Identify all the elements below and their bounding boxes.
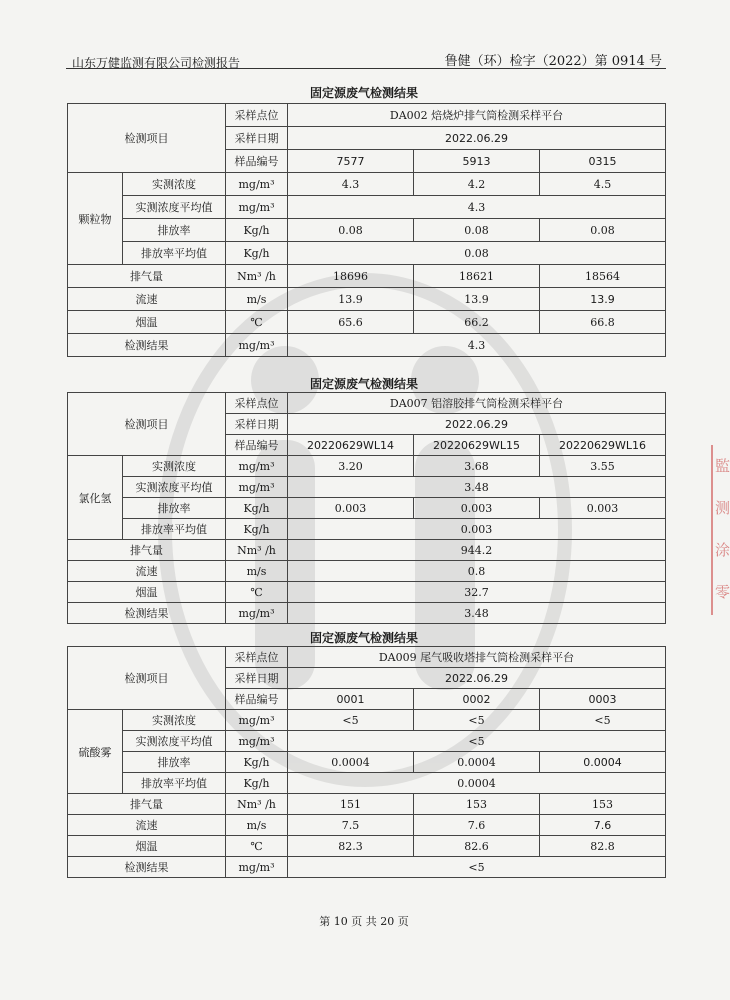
value-cell: 0.003 — [288, 519, 666, 540]
value-cell: 0.8 — [288, 561, 666, 582]
value-cell: 18696 — [288, 265, 414, 288]
value-cell: 3.55 — [540, 456, 666, 477]
emission-rate-label: 排放率 — [123, 498, 226, 519]
measured-conc-label: 实测浓度 — [123, 173, 226, 196]
value-cell: 18564 — [540, 265, 666, 288]
unit: Kg/h — [226, 519, 288, 540]
table-hydrogen-chloride — [67, 392, 666, 624]
result-value: 3.48 — [288, 603, 666, 624]
value-cell: 0.003 — [288, 498, 414, 519]
unit: ℃ — [226, 582, 288, 603]
value-cell: 18621 — [414, 265, 540, 288]
measured-conc-label: 实测浓度 — [123, 710, 226, 731]
unit: m/s — [226, 815, 288, 836]
table-particulate — [67, 103, 666, 357]
exhaust-volume-label: 排气量 — [68, 794, 226, 815]
item-label: 检测项目 — [68, 104, 226, 173]
unit: Nm³ /h — [226, 540, 288, 561]
sample-point-label: 采样点位 — [226, 647, 288, 668]
pollutant-name: 氯化氢 — [68, 456, 123, 540]
table2-title: 固定源废气检测结果 — [309, 377, 418, 391]
unit: mg/m³ — [226, 477, 288, 498]
flow-speed-label: 流速 — [68, 815, 226, 836]
pollutant-name: 硫酸雾 — [68, 710, 123, 794]
unit: m/s — [226, 561, 288, 582]
value-cell: 4.3 — [288, 196, 666, 219]
value-cell: 13.9 — [288, 288, 414, 311]
sample-point: DA002 焙烧炉排气筒检测采样平台 — [288, 104, 666, 127]
value-cell: 0.08 — [414, 219, 540, 242]
value-cell: 0.003 — [414, 498, 540, 519]
unit: Kg/h — [226, 242, 288, 265]
unit: mg/m³ — [226, 603, 288, 624]
value-cell: 944.2 — [288, 540, 666, 561]
value-cell: 153 — [414, 794, 540, 815]
value-cell: 66.8 — [540, 311, 666, 334]
sample-date: 2022.06.29 — [288, 668, 666, 689]
sample-no: 20220629WL15 — [414, 435, 540, 456]
unit: Kg/h — [226, 498, 288, 519]
value-cell: 4.5 — [540, 173, 666, 196]
value-cell: 66.2 — [414, 311, 540, 334]
pollutant-name: 颗粒物 — [68, 173, 123, 265]
flow-speed-label: 流速 — [68, 561, 226, 582]
value-cell: 7.5 — [288, 815, 414, 836]
table-sulfuric-acid-mist — [67, 646, 666, 878]
value-cell: 151 — [288, 794, 414, 815]
emission-rate-label: 排放率 — [123, 219, 226, 242]
value-cell: 7.6 — [540, 815, 666, 836]
value-cell: 4.2 — [414, 173, 540, 196]
sample-no: 0001 — [288, 689, 414, 710]
sample-point: DA007 铝溶胶排气筒检测采样平台 — [288, 393, 666, 414]
value-cell: 82.8 — [540, 836, 666, 857]
page-footer: 第 10 页 共 20 页 — [319, 915, 409, 928]
unit: mg/m³ — [226, 710, 288, 731]
value-cell: 3.20 — [288, 456, 414, 477]
value-cell: <5 — [414, 710, 540, 731]
sample-point-label: 采样点位 — [226, 393, 288, 414]
sample-date: 2022.06.29 — [288, 414, 666, 435]
value-cell: 32.7 — [288, 582, 666, 603]
value-cell: 82.6 — [414, 836, 540, 857]
item-label: 检测项目 — [68, 393, 226, 456]
value-cell: 0.0004 — [540, 752, 666, 773]
unit: mg/m³ — [226, 173, 288, 196]
seal-char: 監 — [715, 457, 730, 475]
unit: Nm³ /h — [226, 794, 288, 815]
flue-temp-label: 烟温 — [68, 836, 226, 857]
emission-rate-label: 排放率 — [123, 752, 226, 773]
result-value: <5 — [288, 857, 666, 878]
value-cell: 0.08 — [540, 219, 666, 242]
sample-no-label: 样品编号 — [226, 150, 288, 173]
result-label: 检测结果 — [68, 857, 226, 878]
sample-date-label: 采样日期 — [226, 668, 288, 689]
exhaust-volume-label: 排气量 — [68, 265, 226, 288]
flue-temp-label: 烟温 — [68, 582, 226, 603]
unit: m/s — [226, 288, 288, 311]
measured-conc-avg-label: 实测浓度平均值 — [123, 196, 226, 219]
seal-char: 零 — [715, 583, 730, 601]
value-cell: 13.9 — [414, 288, 540, 311]
sample-no: 0002 — [414, 689, 540, 710]
value-cell: 7.6 — [414, 815, 540, 836]
sample-no: 20220629WL14 — [288, 435, 414, 456]
value-cell: <5 — [288, 710, 414, 731]
company-name: 山东万健监测有限公司检测报告 — [72, 56, 241, 70]
value-cell: <5 — [288, 731, 666, 752]
result-label: 检测结果 — [68, 334, 226, 357]
unit: mg/m³ — [226, 456, 288, 477]
sample-point-label: 采样点位 — [226, 104, 288, 127]
exhaust-volume-label: 排气量 — [68, 540, 226, 561]
unit: ℃ — [226, 311, 288, 334]
value-cell: 0.08 — [288, 219, 414, 242]
unit: mg/m³ — [226, 196, 288, 219]
sample-date-label: 采样日期 — [226, 414, 288, 435]
sample-no: 0315 — [540, 150, 666, 173]
unit: Nm³ /h — [226, 265, 288, 288]
value-cell: <5 — [540, 710, 666, 731]
seal-char: 涂 — [715, 541, 730, 559]
unit: Kg/h — [226, 752, 288, 773]
flue-temp-label: 烟温 — [68, 311, 226, 334]
value-cell: 0.0004 — [288, 752, 414, 773]
report-header — [66, 44, 666, 69]
seal-char: 测 — [715, 499, 730, 517]
red-seal-edge — [711, 445, 730, 615]
emission-rate-avg-label: 排放率平均值 — [123, 519, 226, 540]
sample-no-label: 样品编号 — [226, 689, 288, 710]
emission-rate-avg-label: 排放率平均值 — [123, 242, 226, 265]
sample-no: 20220629WL16 — [540, 435, 666, 456]
value-cell: 0.0004 — [414, 752, 540, 773]
table1-title: 固定源废气检测结果 — [309, 86, 418, 100]
value-cell: 13.9 — [540, 288, 666, 311]
flow-speed-label: 流速 — [68, 288, 226, 311]
sample-date: 2022.06.29 — [288, 127, 666, 150]
sample-date-label: 采样日期 — [226, 127, 288, 150]
value-cell: 0.08 — [288, 242, 666, 265]
unit: mg/m³ — [226, 857, 288, 878]
sample-no: 0003 — [540, 689, 666, 710]
table3-title: 固定源废气检测结果 — [309, 631, 418, 645]
value-cell: 82.3 — [288, 836, 414, 857]
sample-no: 7577 — [288, 150, 414, 173]
value-cell: 153 — [540, 794, 666, 815]
measured-conc-avg-label: 实测浓度平均值 — [123, 477, 226, 498]
value-cell: 65.6 — [288, 311, 414, 334]
unit: Kg/h — [226, 219, 288, 242]
value-cell: 0.003 — [540, 498, 666, 519]
unit: mg/m³ — [226, 334, 288, 357]
unit: ℃ — [226, 836, 288, 857]
value-cell: 3.68 — [414, 456, 540, 477]
result-label: 检测结果 — [68, 603, 226, 624]
value-cell: 3.48 — [288, 477, 666, 498]
emission-rate-avg-label: 排放率平均值 — [123, 773, 226, 794]
measured-conc-avg-label: 实测浓度平均值 — [123, 731, 226, 752]
result-value: 4.3 — [288, 334, 666, 357]
unit: mg/m³ — [226, 731, 288, 752]
value-cell: 0.0004 — [288, 773, 666, 794]
report-number: 鲁健（环）检字（2022）第 0914 号 — [444, 54, 662, 69]
value-cell: 4.3 — [288, 173, 414, 196]
sample-no: 5913 — [414, 150, 540, 173]
measured-conc-label: 实测浓度 — [123, 456, 226, 477]
sample-no-label: 样品编号 — [226, 435, 288, 456]
unit: Kg/h — [226, 773, 288, 794]
sample-point: DA009 尾气吸收塔排气筒检测采样平台 — [288, 647, 666, 668]
item-label: 检测项目 — [68, 647, 226, 710]
